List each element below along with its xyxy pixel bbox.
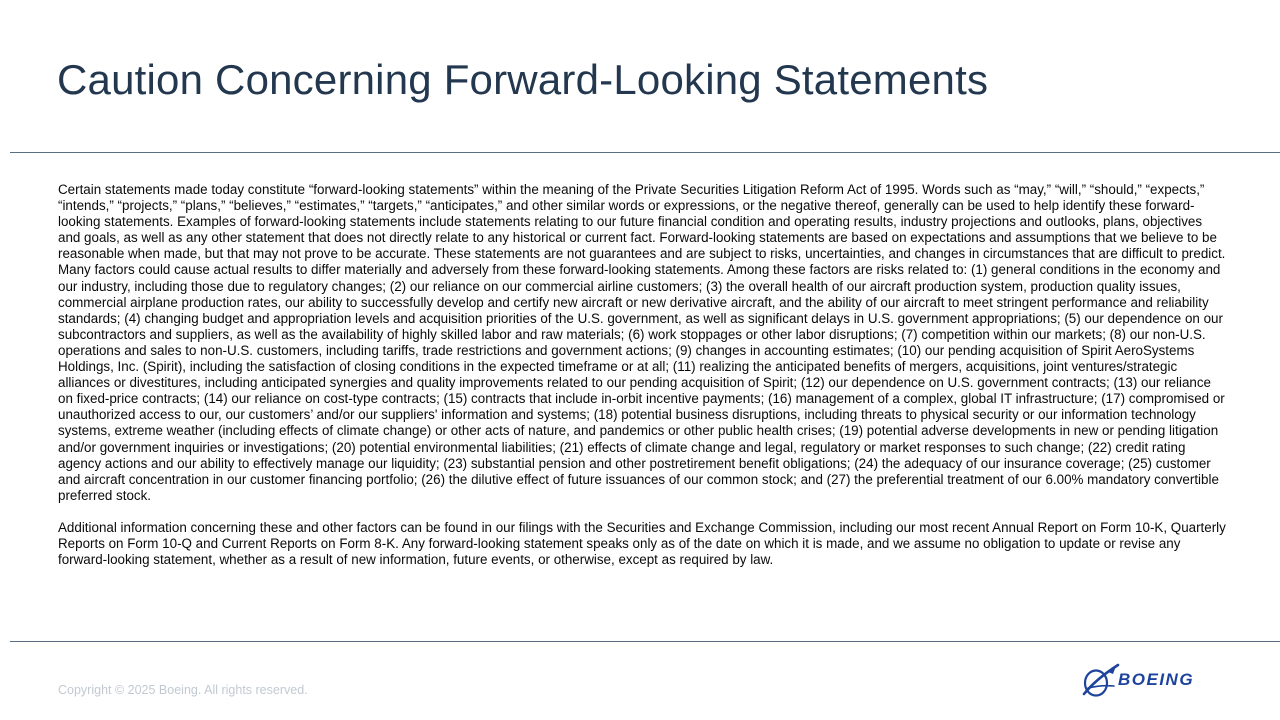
disclaimer-paragraph-2: Additional information concerning these and other factors can be found in our filings with the Securities and Exchange Commission, including our most recent Annual Report on Form 10-K, Quarterly Reports on Form 10-Q and Current Reports on Form 8-K. Any forward-looking statement speaks only as of the date on which it is made, and we assume no obligation to update or revise any forward-looking statement, whether as a result of new information, future events, or otherwise, except as required by law. bbox=[58, 519, 1226, 568]
footer-divider bbox=[10, 641, 1280, 642]
boeing-logo bbox=[1080, 662, 1240, 702]
boeing-symbol-icon bbox=[1084, 665, 1118, 696]
disclaimer-paragraph-1: Certain statements made today constitute “forward-looking statements” within the meaning of the Private Securities Litigation Reform Act of 1995. Words such as “may,” “will,” “should,” “expects,” “intends,” “projects,” “plans,” “believes,” “estimates,” “targets,” “anticipates,” and other similar words or expressions, or the negative thereof, generally can be used to help identify these forward-looking statements. Examples of forward-looking statements include statements relating to our future financial condition and operating results, industry projections and outlooks, plans, objectives and goals, as well as any other statement that does not directly relate to any historical or current fact. Forward-looking statements are based on expectations and assumptions that we believe to be reasonable when made, but that may not prove to be accurate. These statements are not guarantees and are subject to risks, uncertainties, and changes in circumstances that are difficult to predict. Many factors could cause actual results to differ materially and adversely from these forward-looking statements. Among these factors are risks related to: (1) general conditions in the economy and our industry, including those due to regulatory changes; (2) our reliance on our commercial airline customers; (3) the overall health of our aircraft production system, production quality issues, commercial airplane production rates, our ability to successfully develop and certify new aircraft or new derivative aircraft, and the ability of our aircraft to meet stringent performance and reliability standards; (4) changing budget and appropriation levels and acquisition priorities of the U.S. government, as well as significant delays in U.S. government appropriations; (5) our dependence on our subcontractors and suppliers, as well as the availability of highly skilled labor and raw materials; (6) work stoppages or other labor disruptions; (7) competition within our markets; (8) our non-U.S. operations and sales to non-U.S. customers, including tariffs, trade restrictions and government actions; (9) changes in accounting estimates; (10) our pending acquisition of Spirit AeroSystems Holdings, Inc. (Spirit), including the satisfaction of closing conditions in the expected timeframe or at all; (11) realizing the anticipated benefits of mergers, acquisitions, joint ventures/strategic alliances or divestitures, including anticipated synergies and quality improvements related to our pending acquisition of Spirit; (12) our dependence on U.S. government contracts; (13) our reliance on fixed-price contracts; (14) our reliance on cost-type contracts; (15) contracts that include in-orbit incentive payments; (16) management of a complex, global IT infrastructure; (17) compromised or unauthorized access to our, our customers’ and/or our suppliers' information and systems; (18) potential business disruptions, including threats to physical security or our information technology systems, extreme weather (including effects of climate change) or other acts of nature, and pandemics or other public health crises; (19) potential adverse developments in new or pending litigation and/or government inquiries or investigations; (20) potential environmental liabilities; (21) effects of climate change and legal, regulatory or market responses to such change; (22) credit rating agency actions and our ability to effectively manage our liquidity; (23) substantial pension and other postretirement benefit obligations; (24) the adequacy of our insurance coverage; (25) customer and aircraft concentration in our customer financing portfolio; (26) the dilutive effect of future issuances of our common stock; and (27) the preferential treatment of our 6.00% mandatory convertible preferred stock. bbox=[58, 182, 1226, 503]
disclaimer-body bbox=[58, 182, 1228, 568]
boeing-wordmark: BOEING bbox=[1118, 670, 1195, 689]
slide-title: Caution Concerning Forward-Looking Statements bbox=[57, 56, 989, 103]
title-divider bbox=[10, 152, 1280, 153]
copyright-notice: Copyright © 2025 Boeing. All rights reserved. bbox=[58, 683, 308, 697]
boeing-logo-graphic bbox=[1080, 662, 1240, 702]
